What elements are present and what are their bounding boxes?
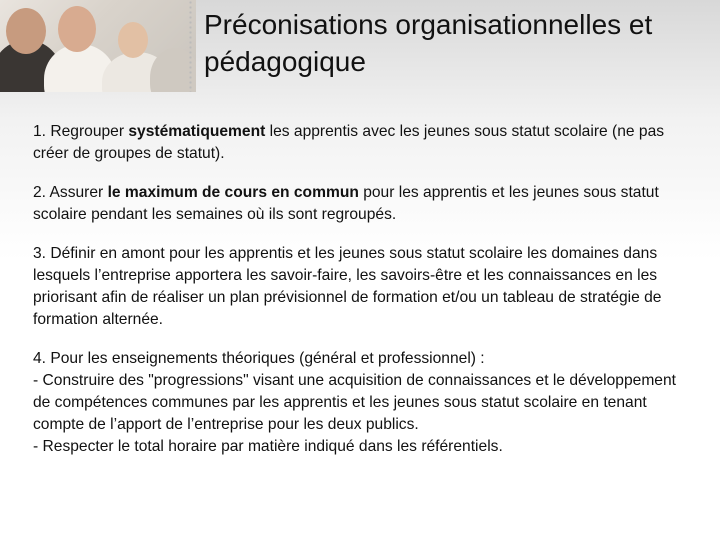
dotted-divider	[188, 0, 194, 92]
item-2-number: 2.	[33, 184, 47, 201]
item-4-text: Pour les enseignements théoriques (général et professionnel) :	[50, 350, 485, 367]
item-2-text-before: Assurer	[49, 184, 108, 201]
item-4-number: 4.	[33, 350, 47, 367]
item-4	[33, 348, 683, 458]
item-3	[33, 243, 683, 331]
item-2-text-after: pour les apprentis et les jeunes sous statut scolaire pendant les semaines où ils sont regroupés.	[33, 184, 659, 223]
item-1-text-after: les apprentis avec les jeunes sous statut scolaire (ne pas créer de groupes de statut).	[33, 123, 665, 162]
person-head	[6, 8, 46, 54]
item-4-sub-line-2: - Respecter le total horaire par matière indiqué dans les référentiels.	[33, 438, 503, 455]
slide-content	[33, 121, 683, 475]
item-3-number: 3.	[33, 245, 47, 262]
item-1	[33, 121, 683, 165]
item-4-sub-line-1: - Construire des "progressions" visant une acquisition de connaissances et le développement de compétences communes par les apprentis et les jeunes sous statut scolaire en tenant compte de l’apport de l’entreprise pour les deux publics.	[33, 372, 676, 433]
item-2	[33, 182, 683, 226]
item-1-number: 1.	[33, 123, 47, 140]
item-3-text: Définir en amont pour les apprentis et les jeunes sous statut scolaire les domaines dans lesquels l’entreprise apportera les savoir-faire, les savoirs-être et les connaissances en les priorisant afin de réaliser un plan prévisionnel de formation et/ou un tableau de stratégie de formation alternée.	[33, 245, 662, 328]
person-head	[58, 6, 96, 52]
person-head	[118, 22, 148, 58]
item-1-bold-text: systématiquement	[128, 123, 266, 140]
slide-title: Préconisations organisationnelles et pédagogique	[204, 9, 653, 77]
item-2-bold-text: le maximum de cours en commun	[107, 184, 359, 201]
item-1-text-before: Regrouper	[50, 123, 129, 140]
header-photo	[0, 0, 196, 92]
